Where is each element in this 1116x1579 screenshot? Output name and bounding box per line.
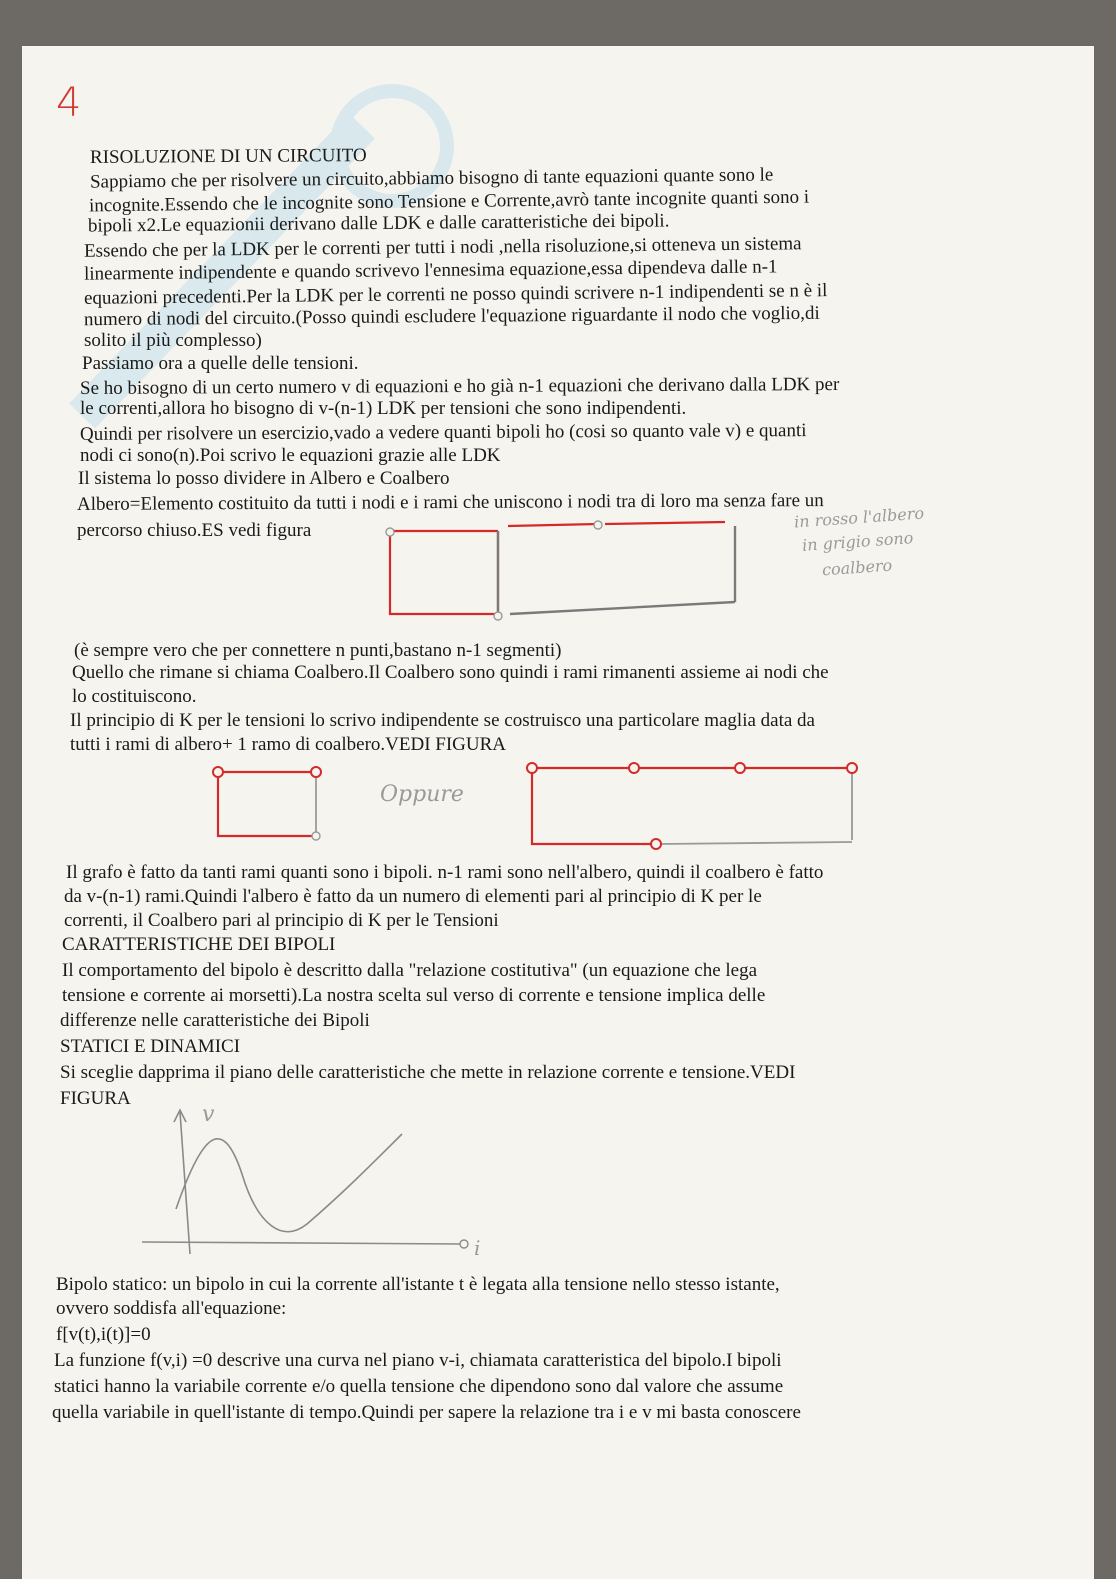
text-line: Se ho bisogno di un certo numero v di equazioni e ho già n-1 equazioni che derivano dalla LDK per — [79, 374, 840, 399]
node — [386, 528, 394, 536]
text-line: ovvero soddisfa all'equazione: — [56, 1298, 287, 1319]
text-line: solito il più complesso) — [84, 330, 262, 351]
text-line: Il grafo è fatto da tanti rami quanti sono i bipoli. n-1 rami sono nell'albero, quindi il coalbero è fatto — [66, 862, 824, 883]
figure-vi-characteristic — [132, 1094, 492, 1264]
text-line: quella variabile in quell'istante di tempo.Quindi per sapere la relazione tra i e v mi basta conoscere — [52, 1402, 801, 1423]
text-line: bipoli x2.Le equazionii derivano dalle LDK e dalle caratteristiche dei bipoli. — [87, 210, 670, 237]
text-line: le correnti,allora ho bisogno di v-(n-1) LDK per tensioni che sono indipendenti. — [80, 398, 687, 419]
text-line: linearmente indipendente e quando scrivevo l'ennesima equazione,essa dipendeva dalle n-1 — [83, 256, 778, 285]
text-line: Essendo che per la LDK per le correnti per tutti i nodi ,nella risoluzione,si otteneva un sistema — [83, 233, 802, 262]
node — [594, 521, 602, 529]
text-line: Quello che rimane si chiama Coalbero.Il Coalbero sono quindi i rami rimanenti assieme ai nodi che — [72, 662, 829, 683]
cotree-branch — [498, 526, 735, 614]
text-line: statici hanno la variabile corrente e/o quella tensione che dipendono sono dal valore che assume — [54, 1376, 784, 1397]
handwritten-note: in rosso l'albero — [793, 503, 925, 532]
text-line: Il principio di K per le tensioni lo scrivo indipendente se costruisco una particolare maglia data da — [70, 710, 815, 731]
section-title-caratteristiche: CARATTERISTICHE DEI BIPOLI — [62, 934, 336, 955]
figure-mesh-right — [522, 760, 872, 850]
text-line: Il sistema lo posso dividere in Albero e Coalbero — [78, 468, 450, 489]
characteristic-curve — [176, 1134, 402, 1232]
text-line: percorso chiuso.ES vedi figura — [77, 520, 312, 541]
text-line: Bipolo statico: un bipolo in cui la corrente all'istante t è legata alla tensione nello stesso istante, — [56, 1274, 780, 1295]
text-line: Si sceglie dapprima il piano delle caratteristiche che mette in relazione corrente e tensione.VEDI — [60, 1062, 796, 1083]
text-line: incognite.Essendo che le incognite sono Tensione e Corrente,avrò tante incognite quanti sono i — [88, 186, 810, 217]
text-line: equazioni precedenti.Per la LDK per le correnti ne posso quindi scrivere n-1 indipendenti se n è il — [83, 280, 828, 309]
handwritten-note: in grigio sono — [801, 528, 914, 555]
text-line: differenze nelle caratteristiche dei Bipoli — [60, 1010, 370, 1031]
text-line: nodi ci sono(n).Poi scrivo le equazioni grazie alle LDK — [80, 445, 501, 466]
section-title-statici: STATICI E DINAMICI — [60, 1036, 241, 1057]
figure-tree-cotree — [380, 516, 760, 626]
text-line: correnti, il Coalbero pari al principio di K per le Tensioni — [64, 910, 499, 931]
handwritten-oppure: Oppure — [380, 782, 464, 807]
text-line: La funzione f(v,i) =0 descrive una curva nel piano v-i, chiamata caratteristica del bipolo.I bipoli — [54, 1350, 782, 1371]
section-title-risoluzione: RISOLUZIONE DI UN CIRCUITO — [89, 145, 367, 168]
text-line: tensione e corrente ai morsetti).La nostra scelta sul verso di corrente e tensione implica delle — [62, 985, 766, 1006]
text-line: numero di nodi del circuito.(Posso quindi escludere l'equazione riguardante il nodo che voglio,di — [83, 302, 820, 331]
text-line: Sappiamo che per risolvere un circuito,abbiamo bisogno di tante equazioni quante sono le — [89, 164, 774, 193]
text-line: da v-(n-1) rami.Quindi l'albero è fatto da un numero di elementi pari al principio di K per le — [64, 886, 762, 907]
axis-label-i: i — [474, 1236, 481, 1260]
text-line: lo costituiscono. — [72, 686, 197, 707]
node — [494, 612, 502, 620]
document-page — [22, 46, 1094, 1579]
tree-branch — [390, 522, 725, 614]
text-line: (è sempre vero che per connettere n punti,bastano n-1 segmenti) — [74, 640, 562, 661]
axis-v — [174, 1110, 190, 1254]
text-line: Passiamo ora a quelle delle tensioni. — [82, 353, 359, 374]
text-line: tutti i rami di albero+ 1 ramo di coalbero.VEDI FIGURA — [70, 734, 507, 755]
handwritten-note: coalbero — [821, 555, 893, 580]
page-number: 4 — [56, 80, 82, 126]
text-line: FIGURA — [60, 1088, 131, 1109]
equation: f[v(t),i(t)]=0 — [56, 1324, 151, 1345]
figure-mesh-left — [212, 764, 332, 844]
axis-label-v: v — [202, 1102, 215, 1127]
text-line: Il comportamento del bipolo è descritto dalla "relazione costitutiva" (un equazione che lega — [62, 960, 758, 981]
text-line: Albero=Elemento costituito da tutti i nodi e i rami che uniscono i nodi tra di loro ma senza fare un — [76, 490, 824, 515]
text-line: Quindi per risolvere un esercizio,vado a vedere quanti bipoli ho (cosi so quanto vale v) e quanti — [79, 420, 807, 445]
